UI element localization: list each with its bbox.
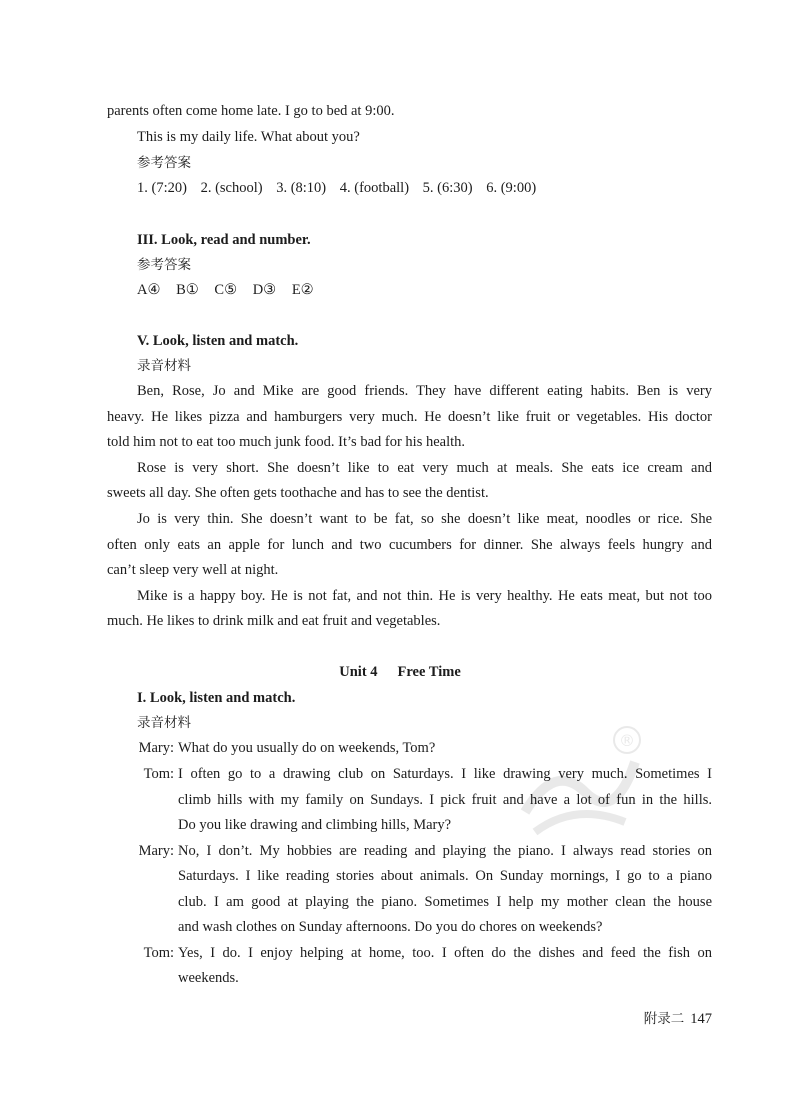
answer-item: 2. (school) [200, 180, 263, 196]
registered-mark: ® [619, 731, 635, 750]
speaker-label: Tom: [143, 766, 174, 782]
reference-answer-label: 参考答案 [137, 257, 191, 273]
dialogue-line: Yes, I do. I enjoy helping at home, too. I often do the dishes and feed the fish on [178, 945, 712, 961]
dialogue-line: club. I am good at playing the piano. Sometimes I help my mother clean the house [178, 894, 712, 910]
paragraph-line: Mike is a happy boy. He is not fat, and not thin. He is very healthy. He eats meat, but not too [137, 588, 712, 604]
text-line: parents often come home late. I go to bed at 9:00. [107, 103, 395, 119]
unit-title [0, 662, 800, 682]
answer-item: 6. (9:00) [486, 180, 537, 196]
paragraph-line: often only eats an apple for lunch and two cucumbers for dinner. She always feels hungry and [107, 537, 712, 553]
text-line: This is my daily life. What about you? [137, 129, 360, 145]
speaker-label: Mary: [138, 740, 174, 756]
answer-item: D③ [252, 282, 277, 298]
recording-material-label: 录音材料 [137, 358, 191, 374]
paragraph-line: heavy. He likes pizza and hamburgers very much. He doesn’t like fruit or vegetables. His doctor [107, 409, 712, 425]
answer-item: A④ [137, 282, 161, 298]
paragraph-line: sweets all day. She often gets toothache and has to see the dentist. [107, 485, 489, 501]
paragraph-line: much. He likes to drink milk and eat fruit and vegetables. [107, 613, 441, 629]
dialogue-line: No, I don’t. My hobbies are reading and playing the piano. I always read stories on [178, 843, 712, 859]
page-footer [644, 1009, 712, 1029]
section-heading: III. Look, read and number. [137, 232, 311, 248]
reference-answer-label: 参考答案 [137, 155, 191, 171]
paragraph-line: Jo is very thin. She doesn’t want to be fat, so she doesn’t like meat, noodles or rice. She [137, 511, 712, 527]
page-number: 147 [690, 1011, 712, 1027]
recording-material-label: 录音材料 [137, 715, 191, 731]
unit-name: Free Time [397, 664, 461, 680]
dialogue-line: climb hills with my family on Sundays. I pick fruit and have a lot of fun in the hills. [178, 792, 712, 808]
unit-number: Unit 4 [339, 664, 378, 680]
answer-item: 1. (7:20) [137, 180, 187, 196]
answer-item: 5. (6:30) [422, 180, 473, 196]
dialogue-line: Saturdays. I like reading stories about animals. On Sunday mornings, I go to a piano [178, 868, 712, 884]
answer-list [137, 280, 326, 300]
speaker-label: Mary: [138, 843, 174, 859]
paragraph-line: can’t sleep very well at night. [107, 562, 279, 578]
dialogue-line: What do you usually do on weekends, Tom? [178, 740, 436, 756]
speaker-label: Tom: [143, 945, 174, 961]
answer-item: B① [176, 282, 199, 298]
appendix-label: 附录二 [643, 1011, 685, 1027]
paragraph-line: Rose is very short. She doesn’t like to eat very much at meals. She eats ice cream and [137, 460, 712, 476]
answer-list [137, 178, 546, 198]
paragraph-line: Ben, Rose, Jo and Mike are good friends. They have different eating habits. Ben is very [137, 383, 712, 399]
dialogue-line: and wash clothes on Sunday afternoons. Do you do chores on weekends? [178, 919, 603, 935]
answer-item: 3. (8:10) [276, 180, 327, 196]
section-heading: I. Look, listen and match. [137, 690, 296, 706]
paragraph-line: told him not to eat too much junk food. It’s bad for his health. [107, 434, 466, 450]
dialogue-line: weekends. [178, 970, 239, 986]
section-heading: V. Look, listen and match. [137, 333, 299, 349]
dialogue-line: Do you like drawing and climbing hills, Mary? [178, 817, 452, 833]
answer-item: C⑤ [214, 282, 238, 298]
dialogue-line: I often go to a drawing club on Saturdays. I like drawing very much. Sometimes I [178, 766, 712, 782]
answer-item: 4. (football) [339, 180, 410, 196]
answer-item: E② [291, 282, 314, 298]
